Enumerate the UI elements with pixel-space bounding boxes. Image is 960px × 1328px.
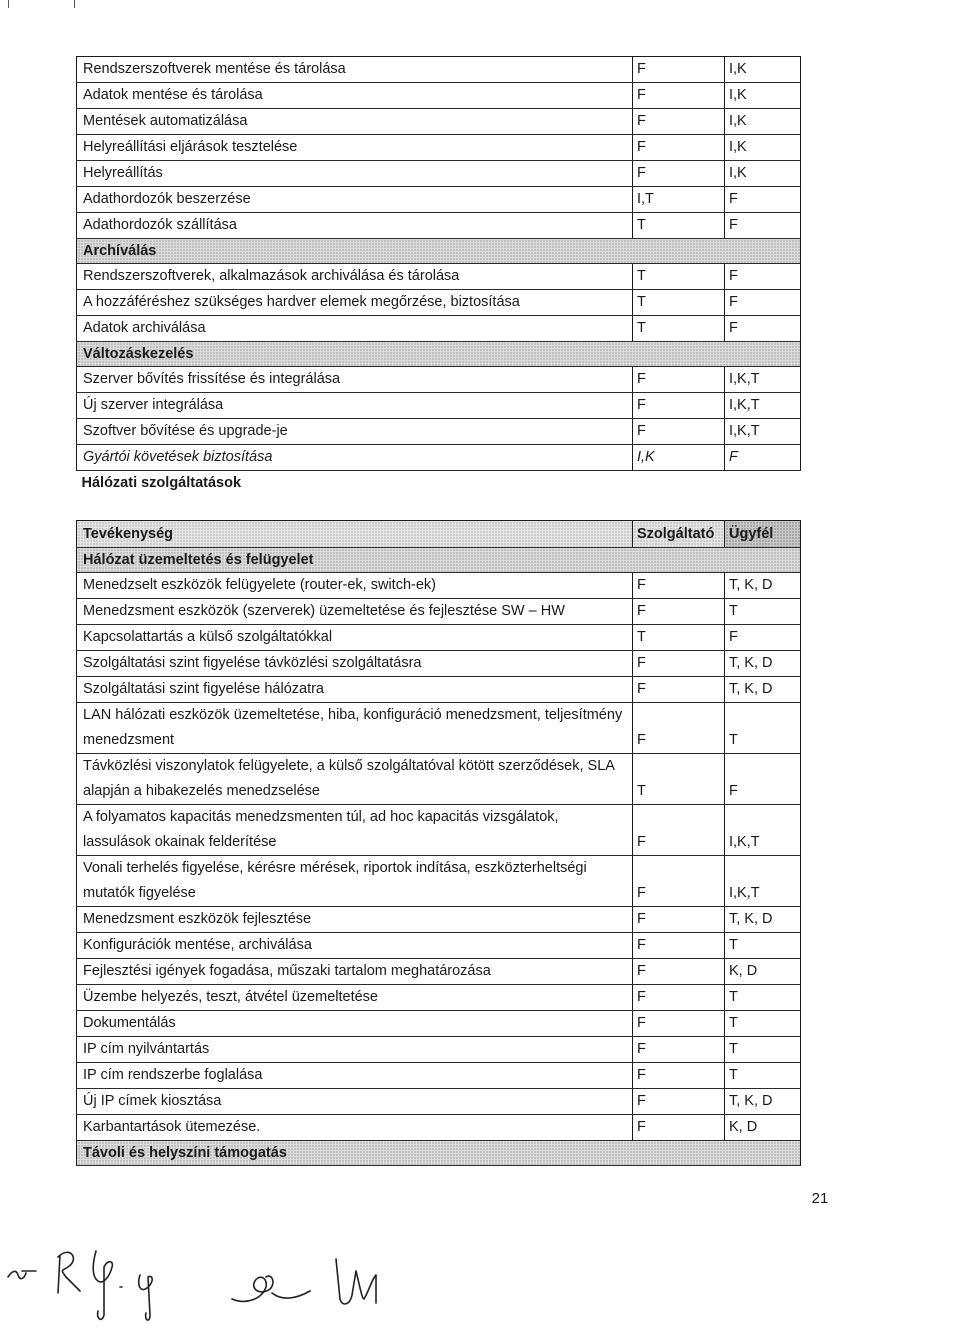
provider-cell: F <box>633 161 725 187</box>
client-cell: F <box>725 290 801 316</box>
section-title: Változáskezelés <box>77 342 801 367</box>
handwritten-signature <box>0 1215 420 1325</box>
table-row <box>77 703 801 754</box>
table-row <box>77 290 801 316</box>
client-cell: I,K <box>725 109 801 135</box>
provider-cell: F <box>633 933 725 959</box>
activity-cell: Fejlesztési igények fogadása, műszaki tartalom meghatározása <box>77 959 633 985</box>
table-row <box>77 135 801 161</box>
client-cell: K, D <box>725 959 801 985</box>
provider-cell: F <box>633 367 725 393</box>
scan-mark <box>8 0 9 8</box>
table-row <box>77 1115 801 1141</box>
client-cell: K, D <box>725 1115 801 1141</box>
provider-cell: F <box>633 703 725 754</box>
table-row <box>77 83 801 109</box>
activity-cell: Menedzsment eszközök fejlesztése <box>77 907 633 933</box>
table-row <box>77 933 801 959</box>
table-header-row <box>77 521 801 548</box>
client-cell: I,K,T <box>725 419 801 445</box>
provider-cell: F <box>633 1037 725 1063</box>
client-cell: T, K, D <box>725 651 801 677</box>
provider-cell: I,T <box>633 187 725 213</box>
client-cell: I,K,T <box>725 393 801 419</box>
activity-cell: Helyreállítás <box>77 161 633 187</box>
table-row <box>77 367 801 393</box>
client-cell: F <box>725 264 801 290</box>
client-cell: I,K <box>725 57 801 83</box>
section-row <box>77 239 801 264</box>
activity-cell: Menedzselt eszközök felügyelete (router-ek, switch-ek) <box>77 573 633 599</box>
client-cell: T <box>725 599 801 625</box>
table-row <box>77 856 801 907</box>
activity-cell: Adatok archiválása <box>77 316 633 342</box>
client-cell: F <box>725 187 801 213</box>
provider-cell: F <box>633 599 725 625</box>
table-row <box>77 393 801 419</box>
client-cell: T, K, D <box>725 677 801 703</box>
activity-cell: IP cím rendszerbe foglalása <box>77 1063 633 1089</box>
section-heading: Hálózati szolgáltatások <box>81 475 242 491</box>
table-row <box>77 109 801 135</box>
provider-cell: T <box>633 213 725 239</box>
provider-cell: T <box>633 290 725 316</box>
activity-cell: Menedzsment eszközök (szerverek) üzemeltetése és fejlesztése SW – HW <box>77 599 633 625</box>
table-row <box>77 985 801 1011</box>
client-cell: F <box>725 754 801 805</box>
activity-cell: Szolgáltatási szint figyelése távközlési szolgáltatásra <box>77 651 633 677</box>
provider-cell: F <box>633 1011 725 1037</box>
activity-cell: Távközlési viszonylatok felügyelete, a külső szolgáltatóval kötött szerződések, SLA alapján a hibakezelés menedzselése <box>77 754 633 805</box>
table-row <box>77 1063 801 1089</box>
activity-cell: Rendszerszoftverek mentése és tárolása <box>77 57 633 83</box>
client-cell: I,K <box>725 83 801 109</box>
table-row <box>77 57 801 83</box>
provider-cell: F <box>633 573 725 599</box>
activity-cell: Vonali terhelés figyelése, kérésre mérések, riportok indítása, eszközterheltségi mutatók figyelése <box>77 856 633 907</box>
section-title: Távoli és helyszíni támogatás <box>77 1141 801 1166</box>
provider-cell: F <box>633 805 725 856</box>
activity-cell: Szerver bővítés frissítése és integrálása <box>77 367 633 393</box>
client-cell: I,K,T <box>725 367 801 393</box>
activity-cell: LAN hálózati eszközök üzemeltetése, hiba, konfiguráció menedzsment, teljesítmény menedzsment <box>77 703 633 754</box>
provider-cell: F <box>633 677 725 703</box>
client-cell: T <box>725 985 801 1011</box>
activity-cell: Gyártói követések biztosítása <box>77 445 633 471</box>
client-cell: F <box>725 213 801 239</box>
provider-cell: F <box>633 907 725 933</box>
activity-cell: A folyamatos kapacitás menedzsmenten túl, ad hoc kapacitás vizsgálatok, lassulások okainak felderítése <box>77 805 633 856</box>
provider-cell: F <box>633 856 725 907</box>
client-cell: F <box>725 625 801 651</box>
activity-cell: Konfigurációk mentése, archiválása <box>77 933 633 959</box>
activity-cell: Új IP címek kiosztása <box>77 1089 633 1115</box>
table-row <box>77 625 801 651</box>
provider-cell: F <box>633 419 725 445</box>
table-row <box>77 161 801 187</box>
client-cell: I,K <box>725 135 801 161</box>
table-row <box>77 651 801 677</box>
table-row <box>77 419 801 445</box>
client-cell: T <box>725 933 801 959</box>
activity-cell: Mentések automatizálása <box>77 109 633 135</box>
provider-cell: T <box>633 316 725 342</box>
provider-cell: F <box>633 393 725 419</box>
activity-cell: A hozzáféréshez szükséges hardver elemek megőrzése, biztosítása <box>77 290 633 316</box>
activity-cell: Adathordozók beszerzése <box>77 187 633 213</box>
section-row <box>77 342 801 367</box>
responsibility-table-2 <box>76 520 801 1166</box>
provider-cell: T <box>633 754 725 805</box>
table-row <box>77 907 801 933</box>
responsibility-table-1 <box>76 56 801 496</box>
activity-cell: Helyreállítási eljárások tesztelése <box>77 135 633 161</box>
table-row <box>77 599 801 625</box>
table-row <box>77 677 801 703</box>
section-row <box>77 548 801 573</box>
client-cell: F <box>725 316 801 342</box>
client-cell: T <box>725 1063 801 1089</box>
table-row <box>77 573 801 599</box>
provider-cell: F <box>633 959 725 985</box>
activity-cell: IP cím nyilvántartás <box>77 1037 633 1063</box>
table-row <box>77 445 801 471</box>
client-cell: T, K, D <box>725 573 801 599</box>
table-row <box>77 1037 801 1063</box>
provider-cell: F <box>633 83 725 109</box>
table-row <box>77 1011 801 1037</box>
client-cell: I,K,T <box>725 805 801 856</box>
provider-cell: F <box>633 57 725 83</box>
table-row <box>77 213 801 239</box>
client-cell: I,K,T <box>725 856 801 907</box>
provider-cell: F <box>633 1063 725 1089</box>
activity-cell: Új szerver integrálása <box>77 393 633 419</box>
section-title: Hálózat üzemeltetés és felügyelet <box>77 548 801 573</box>
activity-cell: Üzembe helyezés, teszt, átvétel üzemeltetése <box>77 985 633 1011</box>
table-row <box>77 805 801 856</box>
provider-cell: F <box>633 1115 725 1141</box>
client-cell: T <box>725 703 801 754</box>
client-cell: F <box>725 445 801 471</box>
section-title: Archíválás <box>77 239 801 264</box>
provider-cell: F <box>633 135 725 161</box>
provider-cell: F <box>633 651 725 677</box>
header-provider: Szolgáltató <box>633 521 725 548</box>
client-cell: T, K, D <box>725 1089 801 1115</box>
activity-cell: Adatok mentése és tárolása <box>77 83 633 109</box>
section-row <box>77 1141 801 1166</box>
heading-row <box>77 471 801 497</box>
activity-cell: Dokumentálás <box>77 1011 633 1037</box>
table-row <box>77 264 801 290</box>
header-activity: Tevékenység <box>77 521 633 548</box>
activity-cell: Szolgáltatási szint figyelése hálózatra <box>77 677 633 703</box>
activity-cell: Szoftver bővítése és upgrade-je <box>77 419 633 445</box>
client-cell: I,K <box>725 161 801 187</box>
activity-cell: Karbantartások ütemezése. <box>77 1115 633 1141</box>
table-row <box>77 187 801 213</box>
header-client: Ügyfél <box>725 521 801 548</box>
provider-cell: T <box>633 625 725 651</box>
client-cell: T <box>725 1037 801 1063</box>
provider-cell: T <box>633 264 725 290</box>
table-row <box>77 754 801 805</box>
provider-cell: F <box>633 1089 725 1115</box>
table-row <box>77 316 801 342</box>
provider-cell: I,K <box>633 445 725 471</box>
client-cell: T <box>725 1011 801 1037</box>
provider-cell: F <box>633 109 725 135</box>
activity-cell: Kapcsolattartás a külső szolgáltatókkal <box>77 625 633 651</box>
provider-cell: F <box>633 985 725 1011</box>
activity-cell: Rendszerszoftverek, alkalmazások archiválása és tárolása <box>77 264 633 290</box>
activity-cell: Adathordozók szállítása <box>77 213 633 239</box>
page-number: 21 <box>811 1190 829 1207</box>
client-cell: T, K, D <box>725 907 801 933</box>
scan-mark <box>74 0 75 8</box>
table-row <box>77 959 801 985</box>
table-row <box>77 1089 801 1115</box>
